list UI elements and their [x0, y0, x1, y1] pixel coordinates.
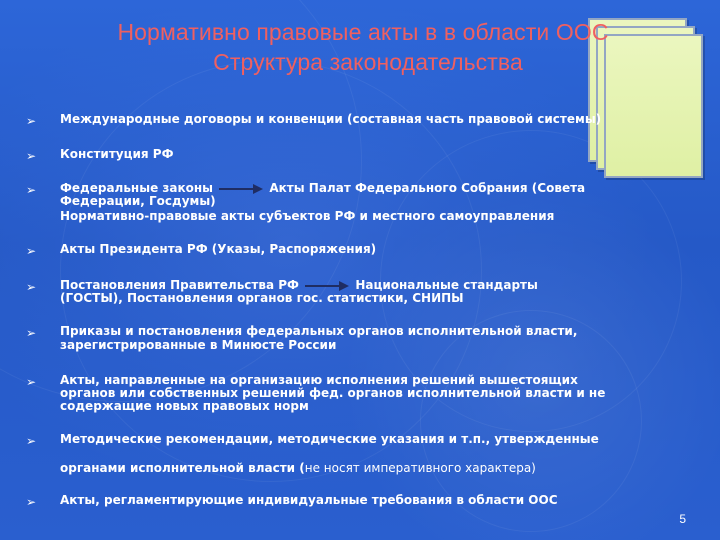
national-standards-text: Национальные стандарты: [355, 278, 538, 292]
bullet-arrow-icon: ➢: [26, 149, 37, 163]
bullet-arrow-icon: ➢: [26, 326, 37, 340]
list-item-text: Международные договоры и конвенции (составная часть правовой системы): [60, 112, 602, 126]
bullet-arrow-icon: ➢: [26, 183, 37, 197]
executive-authorities-text: органами исполнительной власти (: [60, 461, 305, 475]
slide-title: [88, 18, 648, 76]
bullet-arrow-icon: ➢: [26, 280, 37, 294]
government-resolutions-text: Постановления Правительства РФ: [60, 278, 299, 292]
list-item-line: [60, 279, 696, 292]
bullet-arrow-icon: ➢: [26, 375, 37, 389]
bullet-arrow-icon: ➢: [26, 114, 37, 128]
list-item-line: (ГОСТЫ), Постановления органов гос. статистики, СНИПЫ: [60, 291, 464, 305]
list-item-line: Акты, направленные на организацию исполнения решений вышестоящих: [60, 373, 578, 387]
right-arrow-icon: [219, 184, 263, 194]
list-item-line: [60, 462, 696, 475]
bullet-arrow-icon: ➢: [26, 495, 37, 509]
title-line-1: Нормативно правовые акты в в области ООС: [117, 19, 609, 45]
list-item-line: Федерации, Госдумы): [60, 194, 216, 208]
list-item-line: Методические рекомендации, методические указания и т.п., утвержденные: [60, 432, 599, 446]
list-item-text: Акты, регламентирующие индивидуальные требования в области ООС: [60, 493, 558, 507]
list-item-line: зарегистрированные в Минюсте России: [60, 338, 337, 352]
list-item-text: Конституция РФ: [60, 147, 174, 161]
list-item-line: содержащие новых правовых норм: [60, 399, 309, 413]
bullet-arrow-icon: ➢: [26, 244, 37, 258]
slide-number: 5: [679, 512, 686, 526]
list-item-text: Акты Президента РФ (Указы, Распоряжения): [60, 242, 377, 256]
non-imperative-note-text: не носят императивного характера): [304, 461, 536, 475]
list-item-line: Нормативно-правовые акты субъектов РФ и местного самоуправления: [60, 209, 555, 223]
federal-assembly-acts-text: Акты Палат Федерального Собрания (Совета: [269, 181, 586, 195]
list-item-line: Приказы и постановления федеральных органов исполнительной власти,: [60, 324, 578, 338]
title-line-2: Структура законодательства: [213, 49, 523, 76]
list-item-line: [60, 182, 696, 195]
list-item-line: органов или собственных решений фед. органов исполнительной власти и не: [60, 386, 606, 400]
federal-laws-text: Федеральные законы: [60, 181, 213, 195]
right-arrow-icon: [305, 281, 349, 291]
bullet-arrow-icon: ➢: [26, 434, 37, 448]
